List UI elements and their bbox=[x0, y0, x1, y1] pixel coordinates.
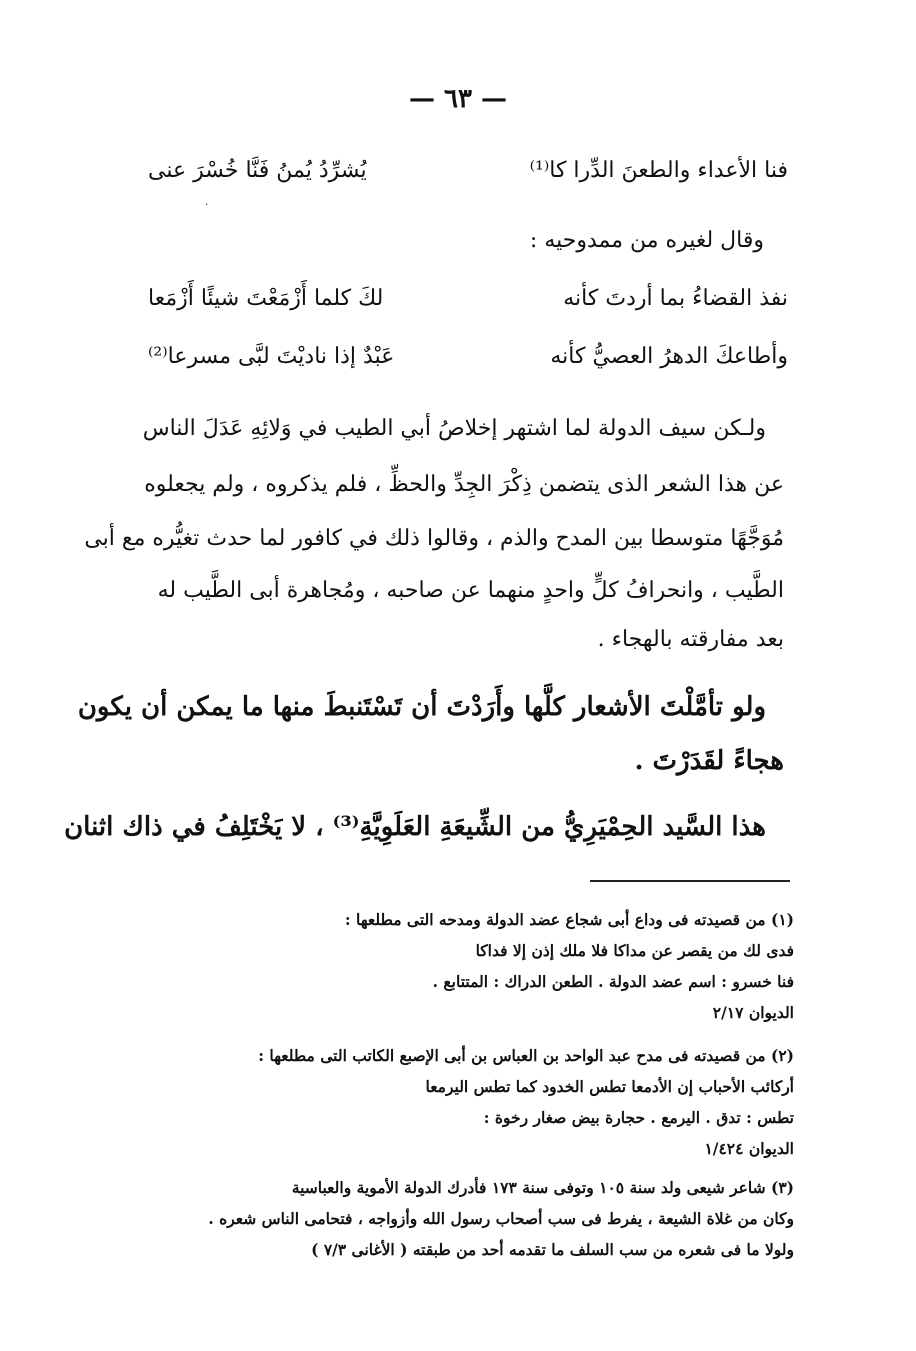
verse-2-first-hemistich: نفذ القضاءُ بما أردتَ كأنه bbox=[563, 285, 788, 311]
verse-line-3 bbox=[148, 336, 788, 376]
paragraph-3-line-1: هذا السَّيد الحِمْيَرِيُّ من الشِّيعَةِ العَلَوِيَّةِ⁽³⁾ ، لا يَخْتَلِفُ في ذاك اثنان bbox=[64, 812, 766, 842]
paragraph-1-line-2: عن هذا الشعر الذى يتضمن ذِكْرَ الجِدِّ والحظِّ ، فلم يذكروه ، ولم يجعلوه bbox=[144, 472, 784, 497]
intro-line: وقال لغيره من ممدوحيه : bbox=[529, 228, 764, 253]
footnote-1-line-4: الديوان ٢/١٧ bbox=[712, 1003, 794, 1022]
page-number: — ٦٣ — bbox=[408, 84, 508, 114]
footnote-2-line-3: تطس : تدق . اليرمع . حجارة بيض صغار رخوة : bbox=[483, 1108, 794, 1127]
speck-mark: · bbox=[205, 200, 209, 211]
footnote-3-line-1: (٣) شاعر شيعى ولد سنة ١٠٥ وتوفى سنة ١٧٣ فأدرك الدولة الأموية والعباسية bbox=[291, 1178, 794, 1197]
verse-1-first-hemistich: فنا الأعداء والطعنَ الدِّرا كا⁽¹⁾ bbox=[529, 157, 788, 183]
paragraph-1-line-4: الطَّيب ، وانحرافُ كلٍّ واحدٍ منهما عن صاحبه ، ومُجاهرة أبى الطَّيب له bbox=[157, 578, 784, 603]
paragraph-1-line-3: مُوَجَّهًا متوسطا بين المدح والذم ، وقالوا ذلك في كافور لما حدث تغيُّره مع أبى bbox=[84, 526, 784, 551]
paragraph-1-line-5: بعد مفارقته بالهجاء . bbox=[597, 627, 784, 652]
footnote-1-line-2: فدى لك من يقصر عن مداكا فلا ملك إذن إلا فداكا bbox=[475, 941, 794, 960]
verse-line-1 bbox=[148, 150, 788, 190]
footnote-separator-rule bbox=[590, 880, 790, 882]
verse-3-second-hemistich: عَبْدٌ إذا ناديْتَ لبَّى مسرعا⁽²⁾ bbox=[148, 343, 395, 369]
paragraph-1-line-1: ولـكن سيف الدولة لما اشتهر إخلاصُ أبي الطيب في وَلائِهِ عَدَلَ الناس bbox=[142, 416, 766, 441]
footnote-2-line-2: أركائب الأحباب إن الأدمعا تطس الخدود كما تطس اليرمعا bbox=[425, 1077, 794, 1096]
verse-2-second-hemistich: لكَ كلما أَزْمَعْتَ شيئًا أَزْمَعا bbox=[148, 285, 384, 311]
footnote-2-line-4: الديوان ١/٤٢٤ bbox=[704, 1139, 794, 1158]
paragraph-2-line-1: ولو تأمَّلْتَ الأشعار كلَّها وأَرَدْتَ أن تَسْتَنبطَ منها ما يمكن أن يكون bbox=[77, 692, 766, 722]
footnote-3-line-3: ولولا ما فى شعره من سب السلف ما تقدمه أحد من طبقته ( الأغانى ٧/٣ ) bbox=[311, 1240, 794, 1259]
verse-1-second-hemistich: يُشرِّدُ يُمنُ فَنَّا خُسْرَ عنى bbox=[148, 157, 367, 183]
footnote-3-line-2: وكان من غلاة الشيعة ، يفرط فى سب أصحاب رسول الله وأزواجه ، فتحامى الناس شعره . bbox=[208, 1209, 794, 1228]
footnote-2-line-1: (٢) من قصيدته فى مدح عبد الواحد بن العباس بن أبى الإصبع الكاتب التى مطلعها : bbox=[258, 1046, 794, 1065]
paragraph-2-line-2: هجاءً لقَدَرْتَ . bbox=[634, 746, 784, 776]
verse-3-first-hemistich: وأطاعكَ الدهرُ العصيُّ كأنه bbox=[550, 343, 788, 369]
footnote-1-line-1: (١) من قصيدته فى وداع أبى شجاع عضد الدولة ومدحه التى مطلعها : bbox=[344, 910, 794, 929]
footnote-1-line-3: فنا خسرو : اسم عضد الدولة . الطعن الدراك : المتتابع . bbox=[432, 972, 794, 991]
verse-line-2 bbox=[148, 278, 788, 318]
